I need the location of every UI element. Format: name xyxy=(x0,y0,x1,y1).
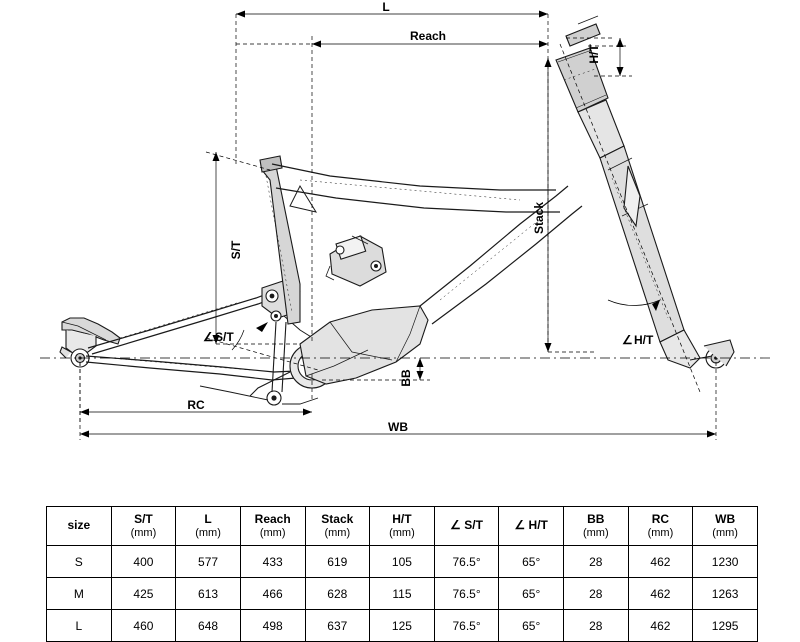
header-ht-label: H/T xyxy=(392,511,412,526)
label-bb-drop: BB xyxy=(399,369,413,387)
header-size-label: size xyxy=(67,518,91,533)
label-chainstay: RC xyxy=(187,398,205,412)
header-ht-angle-label: ∠ H/T xyxy=(514,518,548,533)
angle-symbol-seat-icon: ∠ xyxy=(203,330,214,344)
angle-symbol-head-icon: ∠ xyxy=(622,333,633,347)
cell-ht: 125 xyxy=(370,610,435,642)
cell-ht: 115 xyxy=(370,578,435,610)
table-row xyxy=(47,610,758,642)
cell-wb: 1295 xyxy=(693,610,758,642)
cell-rc: 462 xyxy=(628,610,693,642)
header-reach xyxy=(240,507,305,546)
frame-drawing xyxy=(60,16,734,405)
header-l xyxy=(176,507,241,546)
header-bb-unit: (mm) xyxy=(582,526,609,539)
label-head-angle: H/T xyxy=(634,333,654,347)
header-size xyxy=(47,507,112,546)
cell-ht: 105 xyxy=(370,546,435,578)
header-wb xyxy=(693,507,758,546)
cell-ht-angle: 65° xyxy=(499,578,564,610)
rear-shock xyxy=(326,236,386,286)
cell-reach: 433 xyxy=(240,546,305,578)
geometry-table-container xyxy=(46,506,758,642)
cell-size: L xyxy=(47,610,112,642)
header-reach-label: Reach xyxy=(254,511,291,526)
header-stack-unit: (mm) xyxy=(324,526,351,539)
cell-ht-angle: 65° xyxy=(499,610,564,642)
cell-wb: 1263 xyxy=(693,578,758,610)
label-head-angle-group xyxy=(622,333,654,347)
top-tube xyxy=(272,164,556,190)
cell-reach: 466 xyxy=(240,578,305,610)
cell-st-angle: 76.5° xyxy=(434,610,499,642)
header-st xyxy=(111,507,176,546)
header-st-unit: (mm) xyxy=(130,526,157,539)
header-st-angle xyxy=(434,507,499,546)
label-wheelbase: WB xyxy=(388,420,408,434)
cell-rc: 462 xyxy=(628,546,693,578)
header-l-unit: (mm) xyxy=(195,526,221,539)
cell-size: M xyxy=(47,578,112,610)
rear-dropout-group xyxy=(60,318,120,367)
label-seat-angle: S/T xyxy=(215,330,234,344)
label-reach: Reach xyxy=(409,29,447,43)
label-head-tube: H/T xyxy=(587,44,601,64)
table-row xyxy=(47,578,758,610)
cell-bb: 28 xyxy=(564,546,629,578)
header-ht-unit: (mm) xyxy=(389,526,415,539)
table-row xyxy=(47,546,758,578)
header-stack xyxy=(305,507,370,546)
cell-st: 425 xyxy=(111,578,176,610)
cell-stack: 628 xyxy=(305,578,370,610)
cell-bb: 28 xyxy=(564,578,629,610)
label-length: L xyxy=(382,0,390,14)
header-ht xyxy=(370,507,435,546)
header-bb xyxy=(564,507,629,546)
table-header-row xyxy=(47,507,758,546)
fork xyxy=(578,100,734,368)
cell-wb: 1230 xyxy=(693,546,758,578)
cell-size: S xyxy=(47,546,112,578)
header-st-angle-label: ∠ S/T xyxy=(450,518,483,533)
header-wb-unit: (mm) xyxy=(712,526,738,539)
cell-l: 577 xyxy=(176,546,241,578)
cell-l: 648 xyxy=(176,610,241,642)
header-st-label: S/T xyxy=(134,511,153,526)
cell-stack: 619 xyxy=(305,546,370,578)
label-seat-tube: S/T xyxy=(229,240,243,260)
label-seat-angle-group xyxy=(203,330,234,344)
header-wb-label: WB xyxy=(715,511,736,526)
cell-bb: 28 xyxy=(564,610,629,642)
header-ht-angle xyxy=(499,507,564,546)
cell-st: 400 xyxy=(111,546,176,578)
cell-l: 613 xyxy=(176,578,241,610)
cell-ht-angle: 65° xyxy=(499,546,564,578)
cell-reach: 498 xyxy=(240,610,305,642)
cell-stack: 637 xyxy=(305,610,370,642)
header-reach-unit: (mm) xyxy=(259,526,286,539)
header-stack-label: Stack xyxy=(321,511,354,526)
cell-st-angle: 76.5° xyxy=(434,578,499,610)
header-bb-label: BB xyxy=(587,511,605,526)
cell-st-angle: 76.5° xyxy=(434,546,499,578)
seatstay xyxy=(88,292,272,348)
header-rc-unit: (mm) xyxy=(647,526,674,539)
cell-st: 460 xyxy=(111,610,176,642)
header-rc-label: RC xyxy=(651,511,670,526)
cell-rc: 462 xyxy=(628,578,693,610)
label-stack: Stack xyxy=(532,201,546,235)
header-l-label: L xyxy=(204,511,212,526)
header-rc xyxy=(628,507,693,546)
geometry-table xyxy=(46,506,758,642)
